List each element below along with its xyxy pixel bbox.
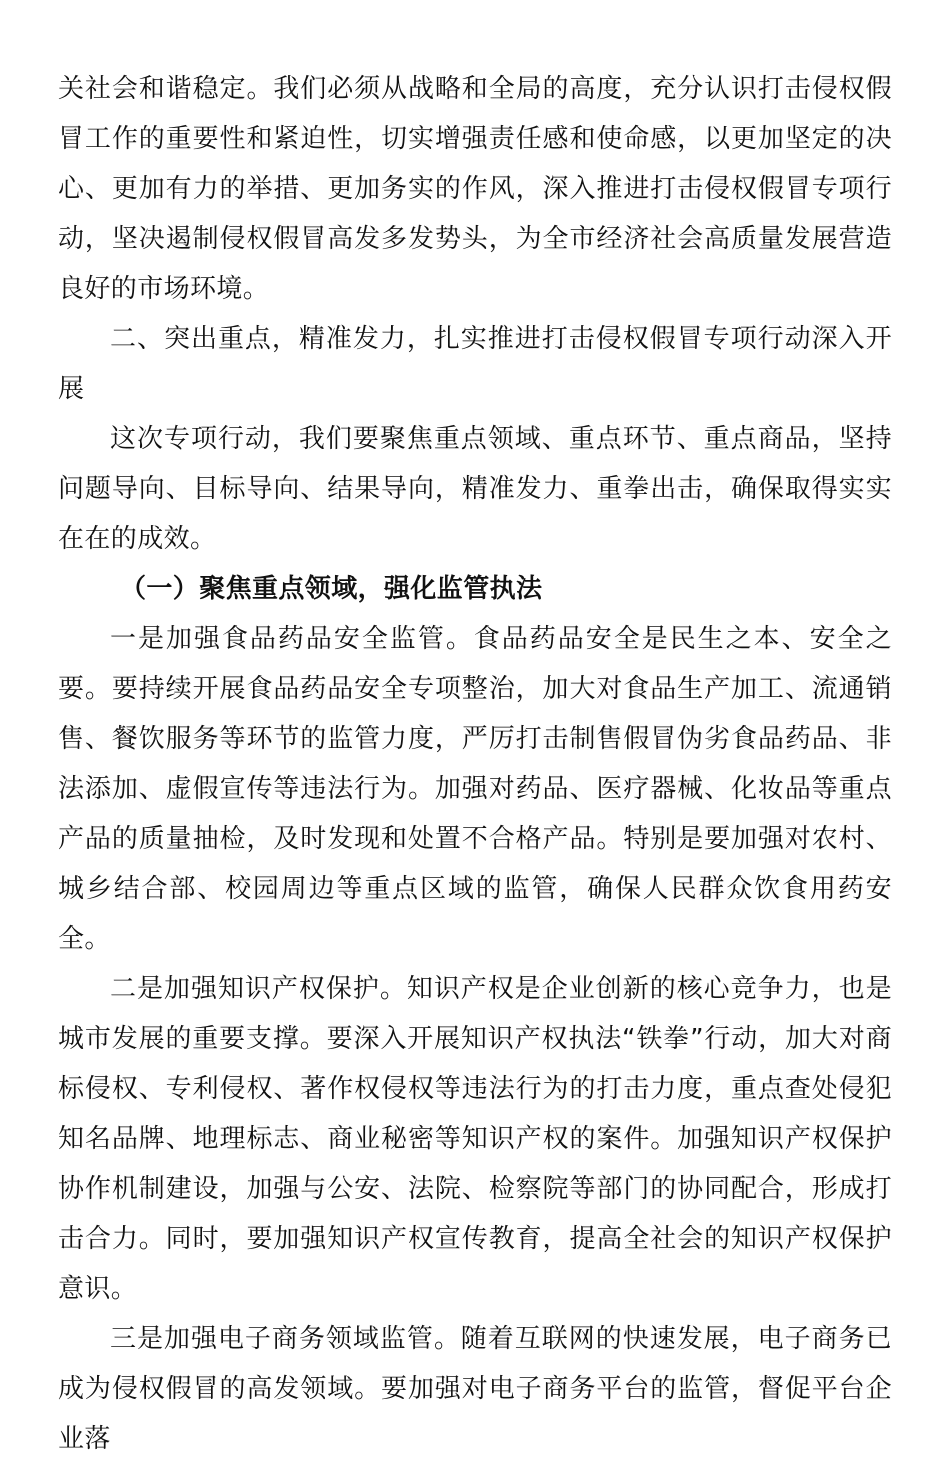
- paragraph-continuation: 关社会和谐稳定。我们必须从战略和全局的高度，充分认识打击侵权假冒工作的重要性和紧迫性，切实增强责任感和使命感，以更加坚定的决心、更加有力的举措、更加务实的作风，深入推进打击侵权假冒专项行动，坚决遏制侵权假冒高发多发势头，为全市经济社会高质量发展营造良好的市场环境。: [58, 74, 892, 304]
- paragraph-ecommerce: 三是加强电子商务领域监管。随着互联网的快速发展，电子商务已成为侵权假冒的高发领域。要加强对电子商务平台的监管，督促平台企业落: [58, 1324, 892, 1454]
- document-page: [58, 64, 892, 1464]
- section-heading-2: 二、突出重点，精准发力，扎实推进打击侵权假冒专项行动深入开展: [58, 324, 892, 404]
- paragraph-ip-protection: 二是加强知识产权保护。知识产权是企业创新的核心竞争力，也是城市发展的重要支撑。要深入开展知识产权执法“铁拳”行动，加大对商标侵权、专利侵权、著作权侵权等违法行为的打击力度，重点查处侵犯知名品牌、地理标志、商业秘密等知识产权的案件。加强知识产权保护协作机制建设，加强与公安、法院、检察院等部门的协同配合，形成打击合力。同时，要加强知识产权宣传教育，提高全社会的知识产权保护意识。: [58, 974, 892, 1304]
- paragraph-intro: 这次专项行动，我们要聚焦重点领域、重点环节、重点商品，坚持问题导向、目标导向、结果导向，精准发力、重拳出击，确保取得实实在在的成效。: [58, 424, 892, 554]
- paragraph-food-drug: 一是加强食品药品安全监管。食品药品安全是民生之本、安全之要。要持续开展食品药品安全专项整治，加大对食品生产加工、流通销售、餐饮服务等环节的监管力度，严厉打击制售假冒伪劣食品药品、非法添加、虚假宣传等违法行为。加强对药品、医疗器械、化妆品等重点产品的质量抽检，及时发现和处置不合格产品。特别是要加强对农村、城乡结合部、校园周边等重点区域的监管，确保人民群众饮食用药安全。: [58, 624, 892, 954]
- sub-heading-1: （一）聚焦重点领域，强化监管执法: [120, 574, 543, 604]
